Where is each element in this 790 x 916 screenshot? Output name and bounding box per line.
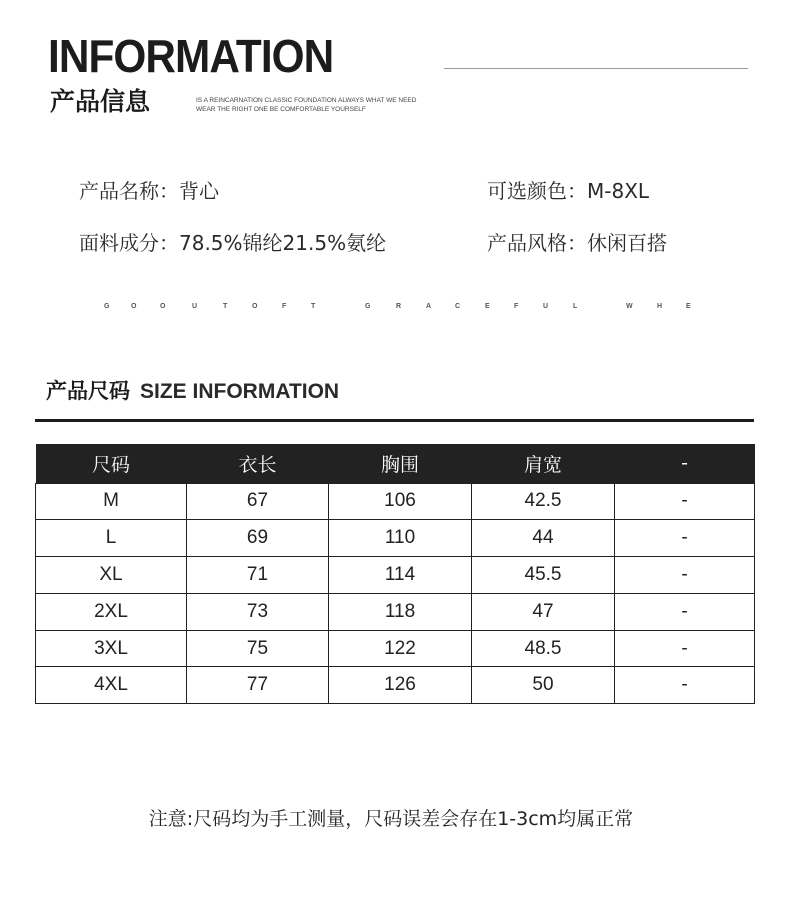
cell-length: 71 <box>187 557 329 594</box>
decor-letter: U <box>192 303 198 310</box>
cell-extra: - <box>615 557 755 594</box>
table-row <box>36 593 755 630</box>
subtitle-text <box>196 96 416 114</box>
cell-chest: 110 <box>329 520 472 557</box>
cell-extra: - <box>615 520 755 557</box>
cell-size: L <box>36 520 187 557</box>
cell-shoulder: 48.5 <box>472 630 615 667</box>
table-header-row <box>36 444 755 483</box>
decor-letter: A <box>426 303 432 310</box>
header-size: 尺码 <box>36 444 187 483</box>
decor-letter: T <box>223 303 228 310</box>
material-label: 面料成分： <box>79 231 179 255</box>
decor-letter: E <box>485 303 490 310</box>
page-title-cn: 产品信息 <box>50 87 151 116</box>
cell-length: 67 <box>187 483 329 520</box>
cell-length: 77 <box>187 667 329 704</box>
decor-letter: W <box>626 303 633 310</box>
cell-extra: - <box>615 483 755 520</box>
cell-extra: - <box>615 593 755 630</box>
decor-letter: F <box>282 303 287 310</box>
color-options-value: M-8XL <box>587 179 650 203</box>
table-row <box>36 557 755 594</box>
subtitle-line-1: IS A REINCARNATION CLASSIC FOUNDATION ALWAYS WHAT WE NEED <box>196 97 417 104</box>
measurement-note: 注意:尺码均为手工测量，尺码误差会存在1-3cm均属正常 <box>148 808 634 830</box>
cell-shoulder: 47 <box>472 593 615 630</box>
cell-shoulder: 42.5 <box>472 483 615 520</box>
cell-size: 3XL <box>36 630 187 667</box>
color-options-field <box>487 177 649 205</box>
style-value: 休闲百搭 <box>587 231 667 255</box>
table-row <box>36 667 755 704</box>
cell-length: 73 <box>187 593 329 630</box>
cell-size: 4XL <box>36 667 187 704</box>
table-row <box>36 630 755 667</box>
style-label: 产品风格： <box>487 231 587 255</box>
decor-letter: E <box>686 303 691 310</box>
cell-size: XL <box>36 557 187 594</box>
decor-letter: H <box>657 303 663 310</box>
size-heading-divider <box>35 419 754 422</box>
decor-letter: F <box>514 303 519 310</box>
size-section-heading <box>46 376 339 408</box>
header-extra: - <box>615 444 755 483</box>
decor-letter: C <box>455 303 461 310</box>
decor-letter: O <box>252 303 258 310</box>
header-length: 衣长 <box>187 444 329 483</box>
decor-letter: G <box>104 303 110 310</box>
cell-size: M <box>36 483 187 520</box>
header-chest: 胸围 <box>329 444 472 483</box>
cell-chest: 114 <box>329 557 472 594</box>
cell-length: 75 <box>187 630 329 667</box>
cell-length: 69 <box>187 520 329 557</box>
size-heading-cn: 产品尺码 <box>46 379 130 403</box>
subtitle-line-2: WEAR THE RIGHT ONE BE COMFORTABLE YOURSELF <box>196 106 366 113</box>
page-title-en: INFORMATION <box>48 30 334 82</box>
cell-chest: 118 <box>329 593 472 630</box>
size-heading-en: SIZE INFORMATION <box>140 380 340 403</box>
header-shoulder: 肩宽 <box>472 444 615 483</box>
decor-letter: R <box>396 303 402 310</box>
product-name-value: 背心 <box>179 179 219 203</box>
table-row <box>36 483 755 520</box>
decor-letter: G <box>365 303 371 310</box>
decor-letter: L <box>573 303 578 310</box>
size-table <box>35 444 755 704</box>
cell-size: 2XL <box>36 593 187 630</box>
title-divider <box>444 68 748 69</box>
color-options-label: 可选颜色： <box>487 179 587 203</box>
cell-extra: - <box>615 630 755 667</box>
cell-shoulder: 50 <box>472 667 615 704</box>
cell-extra: - <box>615 667 755 704</box>
product-name-label: 产品名称： <box>79 179 179 203</box>
style-field <box>487 229 667 257</box>
table-row <box>36 520 755 557</box>
cell-chest: 122 <box>329 630 472 667</box>
decor-letter: U <box>543 303 549 310</box>
decor-letter: O <box>160 303 166 310</box>
product-name-field <box>79 177 219 205</box>
material-field <box>79 229 386 257</box>
cell-chest: 126 <box>329 667 472 704</box>
decor-letter: T <box>311 303 316 310</box>
cell-chest: 106 <box>329 483 472 520</box>
cell-shoulder: 45.5 <box>472 557 615 594</box>
decor-letter: O <box>131 303 137 310</box>
cell-shoulder: 44 <box>472 520 615 557</box>
material-value: 78.5%锦纶21.5%氨纶 <box>179 231 387 255</box>
